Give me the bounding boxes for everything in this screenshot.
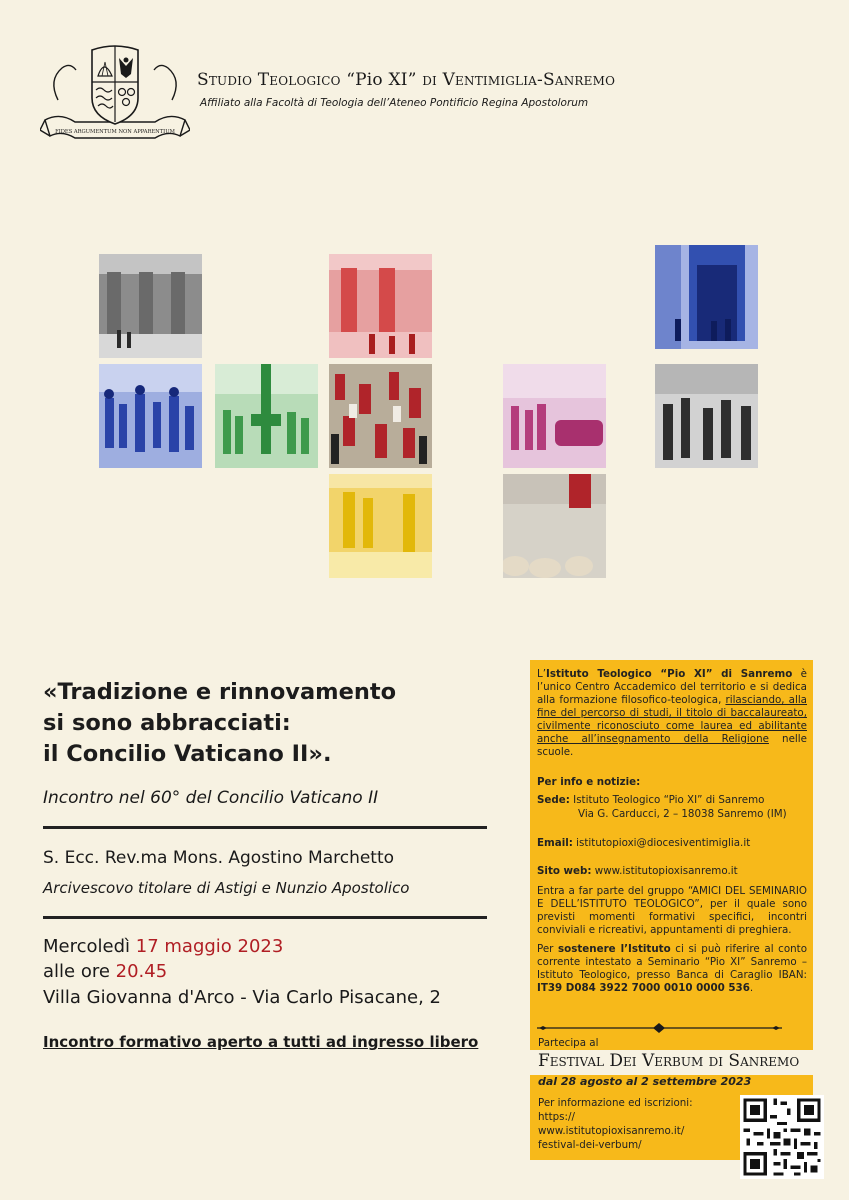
register-link-2[interactable]: www.istitutopioxisanremo.it/ bbox=[538, 1125, 685, 1137]
photo-tile-procession-color bbox=[329, 364, 432, 468]
divider bbox=[43, 826, 487, 829]
intro-pre: L’ bbox=[537, 668, 547, 680]
divider bbox=[43, 916, 487, 919]
event-subtitle: Incontro nel 60° del Concilio Vaticano II bbox=[43, 788, 379, 808]
photo-tile-car-pink bbox=[503, 364, 606, 468]
photo-tile-doorway-blue bbox=[655, 245, 758, 349]
photo-tile-lamp-green bbox=[215, 364, 318, 468]
institute-name bbox=[197, 70, 615, 90]
festival-word3: di Sanremo bbox=[708, 1051, 800, 1071]
intro-underlined: rilasciando, alla fine del percorso di studi, il titolo di baccalaureato, civilmente riconosciuto come laurea ed abilitante anche all’insegnamento della Religione bbox=[537, 694, 807, 745]
event-date bbox=[43, 935, 283, 959]
photo-tile-square-color bbox=[503, 474, 606, 578]
web-line bbox=[537, 865, 738, 878]
institute-suffix: di Ventimiglia-Sanremo bbox=[422, 70, 616, 90]
speaker-role: Arcivescovo titolare di Astigi e Nunzio Apostolico bbox=[43, 879, 410, 897]
institute-description bbox=[537, 668, 807, 759]
email-line bbox=[537, 837, 750, 850]
event-time bbox=[43, 960, 167, 984]
website-link[interactable]: www.istitutopioxisanremo.it bbox=[594, 865, 738, 877]
photo-tile-crowd-blue bbox=[99, 364, 202, 468]
intro-mid: è l’unico Centro Accademico del territorio e si dedica alla formazione filosofico-teologica, bbox=[537, 668, 807, 706]
support-bold: sostenere l’Istituto bbox=[558, 943, 671, 955]
support-body: ci si può riferire al conto corrente intestato a Seminario “Pio XI” Sanremo – Istituto Teologico, presso Banca di Caraglio IBAN: bbox=[537, 943, 807, 981]
sede-label: Sede: bbox=[537, 794, 570, 806]
email-label: Email: bbox=[537, 837, 573, 849]
iban-value: IT39 D084 3922 7000 0010 0000 536 bbox=[537, 982, 750, 994]
date-value: 17 maggio 2023 bbox=[135, 936, 284, 957]
institute-affiliation: Affiliato alla Facoltà di Teologia dell’Ateneo Pontificio Regina Apostolorum bbox=[200, 97, 589, 109]
address-block bbox=[537, 794, 807, 807]
register-link-3[interactable]: festival-dei-verbum/ bbox=[538, 1139, 642, 1151]
friends-group-text: Entra a far parte del gruppo “AMICI DEL SEMINARIO E DELL’ISTITUTO TEOLOGICO”, per il quale sono previsti momenti formativi specifici, incontri conviviali e ricreativi, appuntamenti di preghiera. bbox=[537, 885, 807, 936]
web-label: Sito web: bbox=[537, 865, 592, 877]
sede-line1: Istituto Teologico “Pio XI” di Sanremo bbox=[573, 794, 765, 806]
register-text: Per informazione ed iscrizioni: bbox=[538, 1097, 693, 1109]
institute-quote: “Pio XI” bbox=[346, 70, 417, 90]
iban-end: . bbox=[749, 982, 754, 994]
crest-motto: FIDES ARGUMENTUM NON APPARENTIUM bbox=[55, 129, 175, 135]
date-prefix: Mercoledì bbox=[43, 936, 136, 957]
seminary-crest-logo bbox=[40, 40, 190, 150]
photo-tile-clergy-gray bbox=[655, 364, 758, 468]
ornament-divider bbox=[537, 1022, 782, 1034]
support-text bbox=[537, 943, 807, 995]
email-link[interactable]: istitutopioxi@diocesiventimiglia.it bbox=[576, 837, 751, 849]
speaker-name: S. Ecc. Rev.ma Mons. Agostino Marchetto bbox=[43, 848, 395, 868]
qr-code-icon[interactable] bbox=[740, 1095, 824, 1179]
partecipa-label: Partecipa al bbox=[538, 1037, 599, 1049]
festival-dates: dal 28 agosto al 2 settembre 2023 bbox=[538, 1075, 752, 1088]
support-pre: Per bbox=[537, 943, 559, 955]
intro-end: nelle scuole. bbox=[537, 733, 807, 758]
institute-prefix: Studio Teologico bbox=[197, 70, 341, 90]
photo-tile-columns-red bbox=[329, 254, 432, 358]
time-prefix: alle ore bbox=[43, 961, 116, 982]
festival-name bbox=[538, 1051, 799, 1071]
event-place: Villa Giovanna d'Arco - Via Carlo Pisacane, 2 bbox=[43, 987, 442, 1008]
time-value: 20.45 bbox=[115, 961, 168, 982]
contacts-heading: Per info e notizie: bbox=[537, 776, 641, 788]
photo-tile-facade-gray bbox=[99, 254, 202, 358]
sede-line2: Via G. Carducci, 2 – 18038 Sanremo (IM) bbox=[578, 808, 787, 820]
event-title: «Tradizione e rinnovamento si sono abbracciati: il Concilio Vaticano II». bbox=[43, 679, 397, 767]
admission-note: Incontro formativo aperto a tutti ad ingresso libero bbox=[43, 1033, 479, 1051]
festival-word1: Festival bbox=[538, 1051, 605, 1071]
festival-word2: Dei Verbum bbox=[609, 1051, 704, 1071]
intro-bold: Istituto Teologico “Pio XI” di Sanremo bbox=[546, 668, 793, 680]
photo-tile-figures-yellow bbox=[329, 474, 432, 578]
register-link-1[interactable]: https:// bbox=[538, 1111, 575, 1123]
